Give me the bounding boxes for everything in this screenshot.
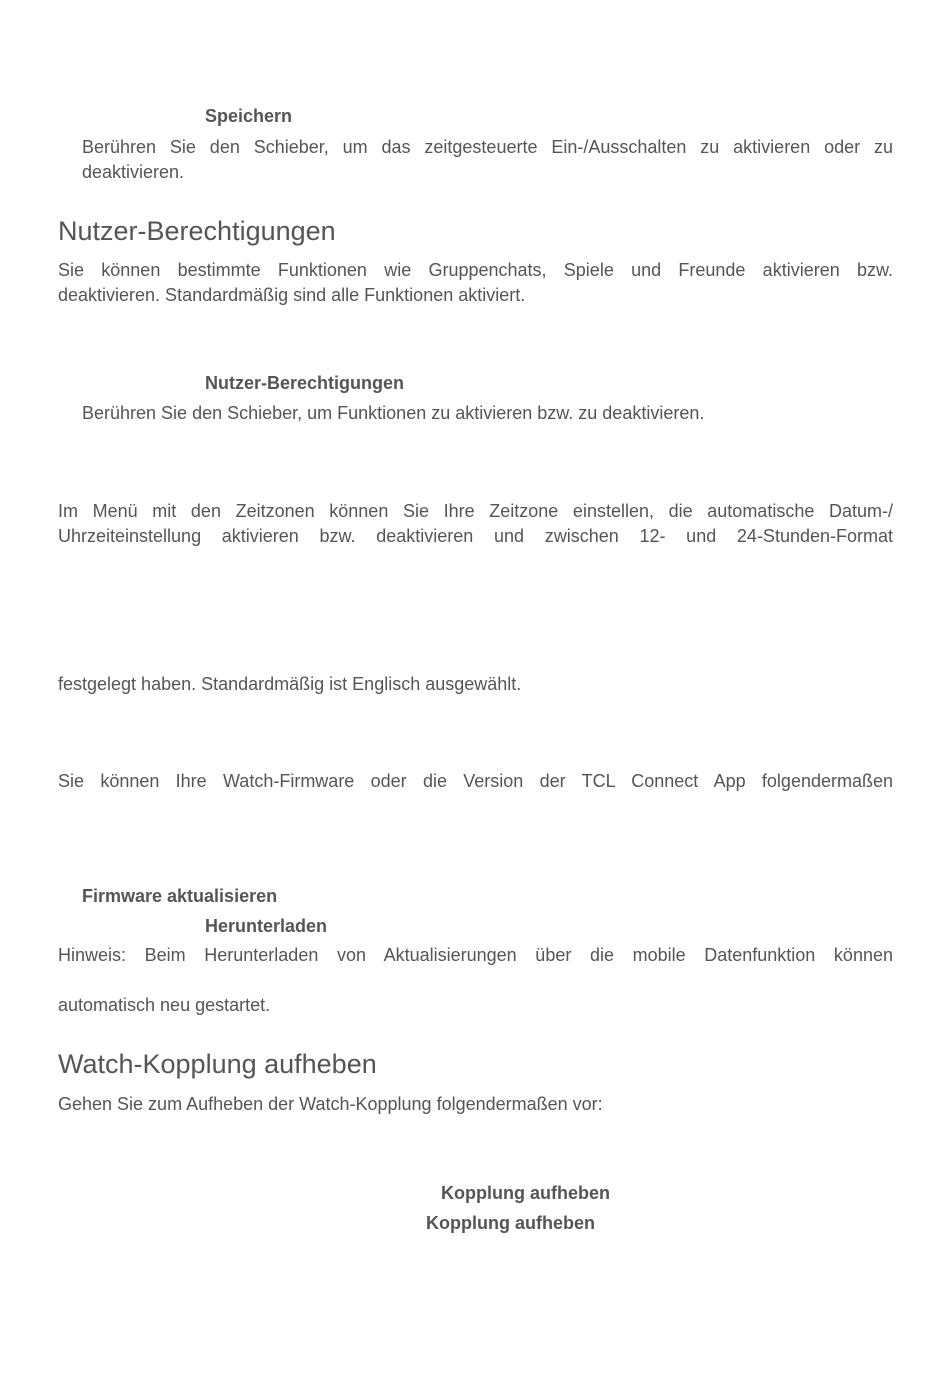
firmware-update-label: Firmware aktualisieren: [82, 886, 278, 906]
update-note-line: Hinweis: Beim Herunterladen von Aktualisierungen über die mobile Datenfunktion können: [58, 945, 893, 965]
permissions-para-line2: deaktivieren. Standardmäßig sind alle Funktionen aktiviert.: [58, 285, 526, 305]
save-label: Speichern: [205, 106, 293, 126]
unpair-label-2: Kopplung aufheben: [426, 1213, 595, 1233]
unpair-para-line: Gehen Sie zum Aufheben der Watch-Kopplung folgendermaßen vor:: [58, 1094, 603, 1114]
permissions-para-line1: Sie können bestimmte Funktionen wie Gruppenchats, Spiele und Freunde aktivieren bzw.: [58, 260, 893, 280]
schedule-instruction-line2: deaktivieren.: [82, 162, 185, 182]
permissions-heading: Nutzer-Berechtigungen: [58, 216, 336, 246]
download-label: Herunterladen: [205, 916, 328, 936]
timezone-para-line1: Im Menü mit den Zeitzonen können Sie Ihre Zeitzone einstellen, die automatische Datum-/: [58, 501, 893, 521]
permissions-instruction: Berühren Sie den Schieber, um Funktionen zu aktivieren bzw. zu deaktivieren.: [82, 403, 705, 423]
unpair-label-1: Kopplung aufheben: [441, 1183, 610, 1203]
schedule-instruction-line1: Berühren Sie den Schieber, um das zeitgesteuerte Ein-/Ausschalten zu aktivieren oder zu: [82, 137, 893, 157]
unpair-heading: Watch-Kopplung aufheben: [58, 1049, 377, 1079]
permissions-menu-label: Nutzer-Berechtigungen: [205, 373, 405, 393]
language-para-line: festgelegt haben. Standardmäßig ist Englisch ausgewählt.: [58, 674, 522, 694]
timezone-para-line2: Uhrzeiteinstellung aktivieren bzw. deaktivieren und zwischen 12- und 24-Stunden-Format: [58, 526, 893, 546]
update-note-line2: automatisch neu gestartet.: [58, 995, 271, 1015]
update-para-line: Sie können Ihre Watch-Firmware oder die Version der TCL Connect App folgendermaßen: [58, 771, 893, 791]
